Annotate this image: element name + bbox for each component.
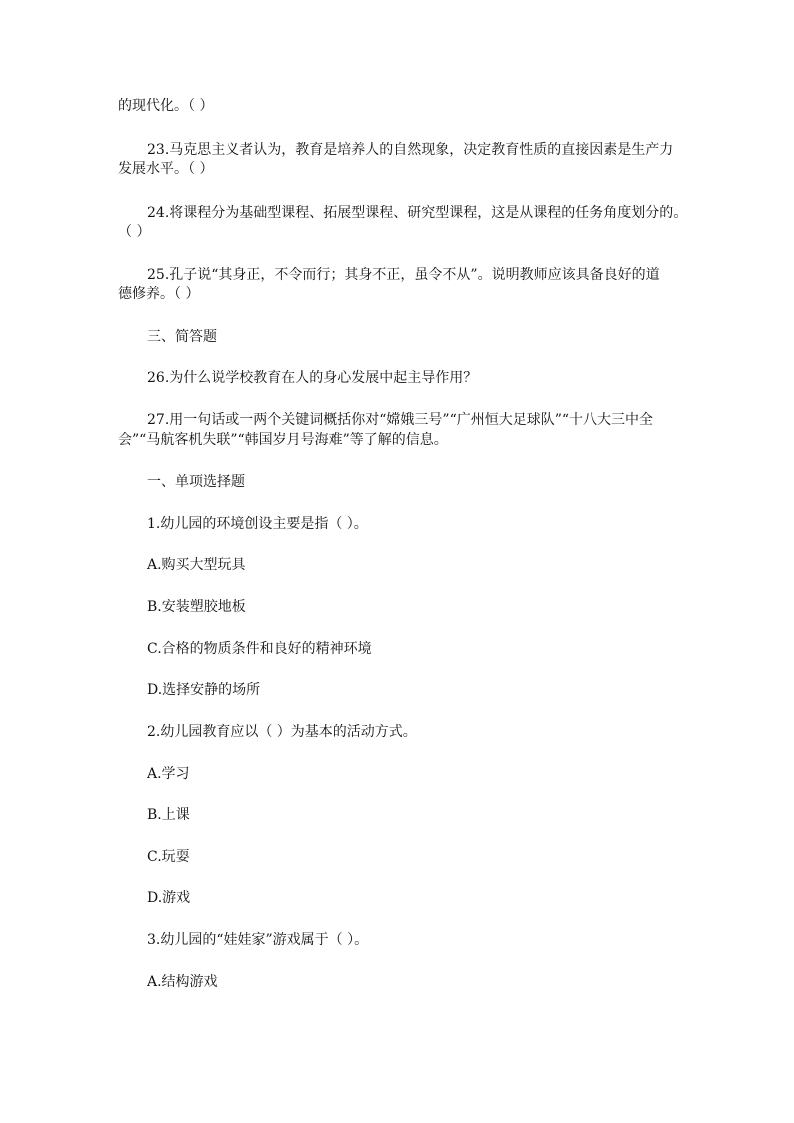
option-line: C.玩耍 [147,849,190,865]
option-line: A.结构游戏 [147,974,218,990]
text-line: （ ） [118,224,151,240]
option-line: C.合格的物质条件和良好的精神环境 [147,641,372,657]
text-line: 24.将课程分为基础型课程、拓展型课程、研究型课程，这是从课程的任务角度划分的。 [147,205,688,221]
text-line: 的现代化。（ ） [118,98,214,114]
text-line: 26.为什么说学校教育在人的身心发展中起主导作用？ [147,370,478,386]
option-line: D.游戏 [147,890,191,906]
question-line: 3.幼儿园的“娃娃家”游戏属于（ ）。 [147,932,369,948]
text-line: 27.用一句话或一两个关键词概括你对“嫦娥三号”“广州恒大足球队”“十八大三中全 [147,412,654,428]
option-line: B.安装塑胶地板 [147,599,246,615]
text-line: 25.孔子说“其身正，不令而行；其身不正，虽令不从”。说明教师应该具备良好的道 [147,267,660,283]
section-heading: 三、简答题 [147,329,217,345]
option-line: B.上课 [147,807,190,823]
text-line: 发展水平。（ ） [118,161,214,177]
option-line: D.选择安静的场所 [147,682,261,698]
section-heading: 一、单项选择题 [147,474,245,490]
question-line: 1.幼儿园的环境创设主要是指（ ）。 [147,516,368,532]
text-line: 23.马克思主义者认为，教育是培养人的自然现象，决定教育性质的直接因素是生产力 [147,142,674,158]
option-line: A.购买大型玩具 [147,557,246,573]
question-line: 2.幼儿园教育应以（ ）为基本的活动方式。 [147,724,417,740]
text-line: 会”“马航客机失联”“韩国岁月号海难”等了解的信息。 [118,432,448,448]
option-line: A.学习 [147,766,190,782]
text-line: 德修养。（ ） [118,286,200,302]
